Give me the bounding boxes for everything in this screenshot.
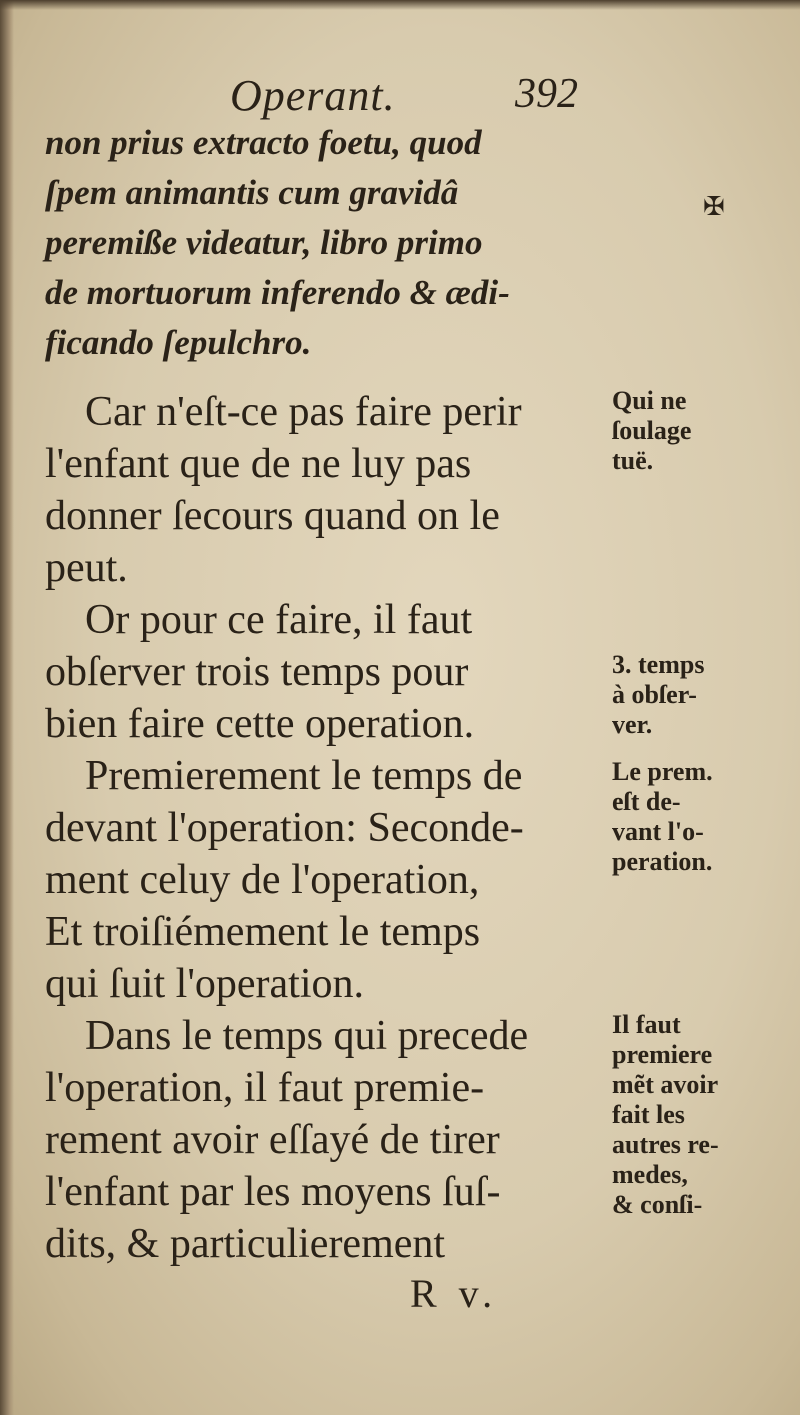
margin-note-line: autres re- — [612, 1130, 719, 1159]
margin-note-line: 3. temps — [612, 650, 705, 679]
text-line: ſpem animantis cum gravidâ — [45, 173, 459, 212]
text-line: l'enfant que de ne luy pas — [45, 441, 472, 487]
margin-note-line: fait les — [612, 1100, 685, 1129]
text-line: Car n'eſt-ce pas faire perir — [85, 389, 522, 435]
page-top-edge — [0, 0, 800, 10]
margin-note-line: premiere — [612, 1040, 713, 1069]
text-line: dits, & particulierement — [45, 1221, 446, 1267]
margin-note-line: ſoulage — [612, 416, 692, 445]
text-line: obſerver trois temps pour — [45, 649, 469, 695]
text-line: rement avoir eſſayé de tirer — [45, 1117, 500, 1163]
margin-note-line: vant l'o- — [612, 817, 704, 846]
text-line: non prius extracto foetu, quod — [45, 123, 482, 162]
text-line: Dans le temps qui precede — [85, 1013, 529, 1059]
running-title: Operant. — [230, 71, 396, 120]
body-text — [45, 386, 625, 1270]
text-line: donner ſecours quand on le — [45, 493, 500, 539]
ornament-icon: ✠ — [703, 192, 725, 222]
margin-note-4 — [612, 1010, 792, 1220]
margin-note-line: mẽt avoir — [612, 1070, 719, 1099]
text-line: qui ſuit l'operation. — [45, 961, 365, 1007]
text-line: peremiße videatur, libro primo — [45, 223, 483, 262]
margin-note-line: Le prem. — [612, 757, 713, 786]
margin-note-1 — [612, 386, 792, 476]
text-line: ficando ſepulchro. — [45, 323, 312, 362]
catchword-signature: R v. — [410, 1271, 499, 1316]
text-line: peut. — [45, 545, 128, 591]
margin-note-line: eſt de- — [612, 787, 681, 816]
text-line: bien faire cette operation. — [45, 701, 475, 747]
text-line: Or pour ce faire, il faut — [85, 597, 473, 643]
text-line: l'operation, il faut premie- — [45, 1065, 485, 1111]
text-line: l'enfant par les moyens ſuſ- — [45, 1169, 501, 1215]
margin-note-line: Qui ne — [612, 386, 687, 415]
margin-note-line: & conſi- — [612, 1190, 703, 1219]
margin-note-line: Il faut — [612, 1010, 681, 1039]
text-line: Et troiſiémement le temps — [45, 909, 481, 955]
margin-note-line: à obſer- — [612, 680, 697, 709]
margin-note-3 — [612, 757, 792, 877]
page-number: 392 — [515, 71, 578, 117]
text-line: ment celuy de l'operation, — [45, 857, 480, 903]
margin-note-line: medes, — [612, 1160, 688, 1189]
margin-note-2 — [612, 650, 792, 740]
margin-note-line: ver. — [612, 710, 653, 739]
text-line: de mortuorum inferendo & ædi- — [45, 273, 510, 312]
margin-note-line: tuë. — [612, 446, 654, 475]
text-line: Premierement le temps de — [85, 753, 523, 799]
latin-quotation — [45, 118, 615, 368]
page-gutter-shadow — [0, 0, 14, 1415]
margin-note-line: peration. — [612, 847, 713, 876]
text-line: devant l'operation: Seconde- — [45, 805, 524, 851]
